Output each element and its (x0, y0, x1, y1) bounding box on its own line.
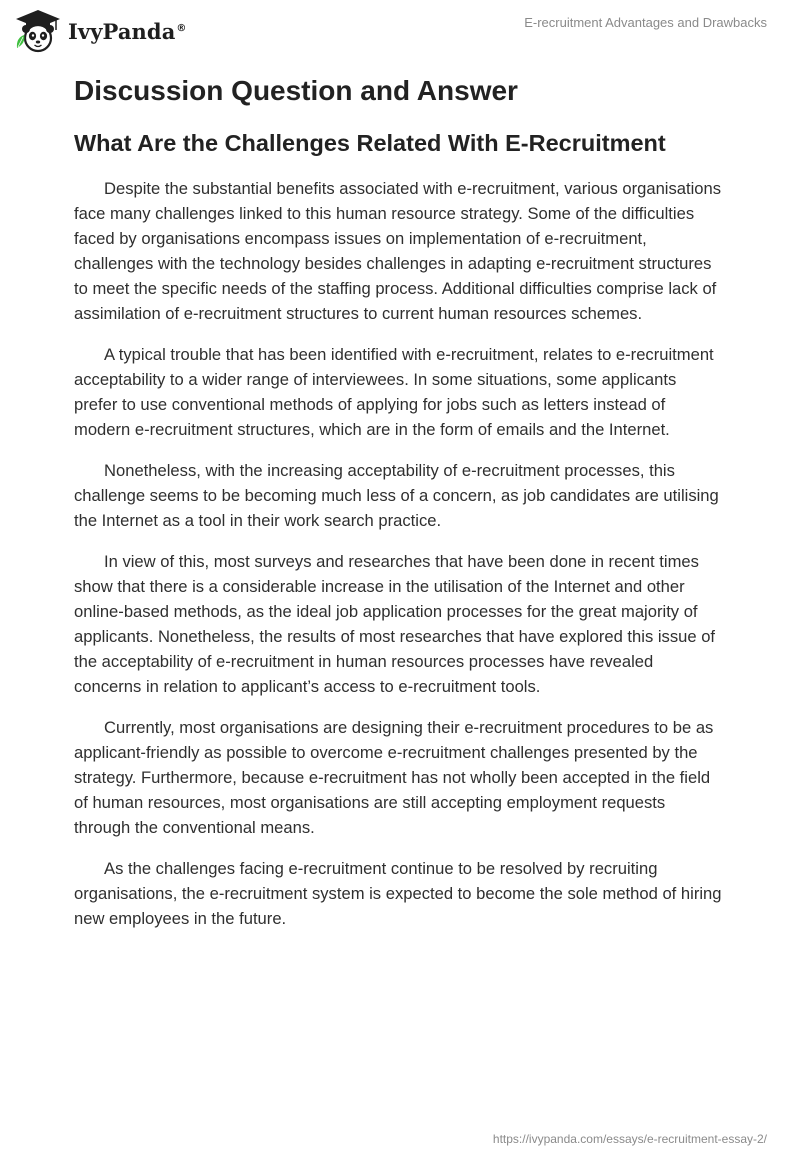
page-header (0, 0, 800, 64)
paragraph: Nonetheless, with the increasing acceptability of e-recruitment processes, this challenge seems to be becoming much less of a concern, as job candidates are utilising the Internet as a tool in their work search practice. (74, 461, 719, 530)
page-title: Discussion Question and Answer (74, 75, 518, 106)
panda-graduation-icon (14, 8, 62, 54)
paragraph: Despite the substantial benefits associated with e-recruitment, various organisations face many challenges linked to this human resource strategy. Some of the difficulties faced by organisations encompass issues on implementation of e-recruitment, challenges with the technology besides challenges in adapting e-recruitment structures to meet the specific needs of the staffing process. Additional difficulties comprise lack of assimilation of e-recruitment structures to current human resources schemes. (74, 179, 722, 323)
section-heading: What Are the Challenges Related With E-Recruitment (74, 130, 666, 156)
document-title: E-recruitment Advantages and Drawbacks (524, 15, 767, 30)
ivypanda-logo[interactable] (14, 8, 187, 54)
paragraph: As the challenges facing e-recruitment continue to be resolved by recruiting organisations, the e-recruitment system is expected to become the sole method of hiring new employees in the future. (74, 859, 722, 928)
paragraph: Currently, most organisations are designing their e-recruitment procedures to be as applicant-friendly as possible to overcome e-recruitment challenges presented by the strategy. Furthermore, because e-recruitment has not wholly been accepted in the field of human resources, most organisations are still accepting employment requests through the conventional means. (74, 718, 714, 837)
paragraph: A typical trouble that has been identified with e-recruitment, relates to e-recruitment acceptability to a wider range of interviewees. In some situations, some applicants prefer to use conventional methods of applying for jobs such as letters instead of modern e-recruitment structures, which are in the form of emails and the Internet. (74, 345, 714, 439)
article-body (74, 176, 724, 931)
logo-wordmark: IvyPanda® (68, 18, 187, 44)
source-url[interactable]: https://ivypanda.com/essays/e-recruitment-essay-2/ (492, 1132, 767, 1146)
registered-mark: ® (176, 22, 187, 34)
article-content (74, 72, 724, 947)
paragraph: In view of this, most surveys and researches that have been done in recent times show that there is a considerable increase in the utilisation of the Internet and other online-based methods, as the ideal job application processes for the great majority of applicants. Nonetheless, the results of most researches that have explored this issue of the acceptability of e-recruitment in human resources processes have revealed concerns in relation to applicant’s access to e-recruitment tools. (74, 552, 716, 696)
